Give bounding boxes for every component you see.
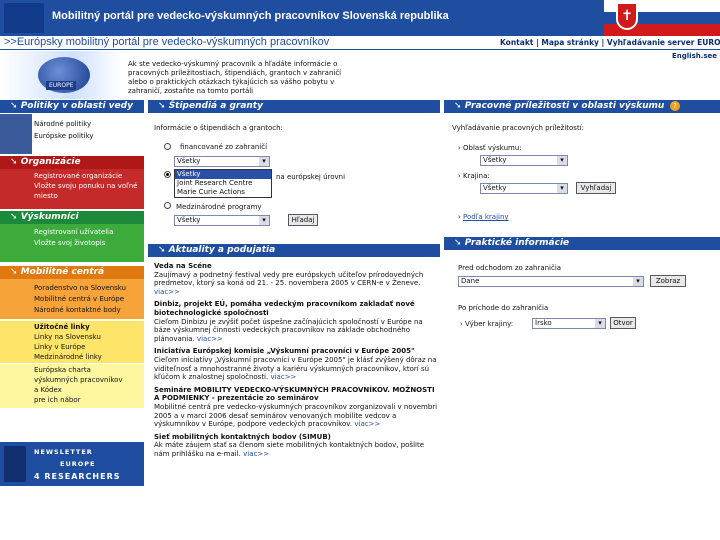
sidebar-item-links-slovakia[interactable]: Linky na Slovensku <box>34 333 101 341</box>
sidebar-item-charter[interactable]: Európska charta <box>34 366 91 374</box>
eu-portal-bar <box>0 36 720 50</box>
news-item: Veda na Scéne Zaujímavý a podnetný festival vedy pre európskych učiteľov prírodovedných predmetov, ktorý sa koná od 21. - 25. novembera 2005 v CERN-e v Ženeve. viac>> <box>154 262 424 296</box>
jobs-field-select[interactable]: Všetky ▾ <box>480 155 568 166</box>
sidebar-item-charter-3[interactable]: a Kódex <box>34 386 62 394</box>
jobs-search-button[interactable]: Vyhľadaj <box>576 182 616 194</box>
sidebar-header-policies[interactable]: ➘ Politiky v oblasti vedy <box>0 100 144 113</box>
english-link[interactable]: English.see <box>672 52 718 60</box>
sidebar-item-post-cv[interactable]: Vložte svoj životopis <box>34 239 106 247</box>
grants-search-button[interactable]: Hľadaj <box>288 214 318 226</box>
sidebar-item-national[interactable]: Národné politiky <box>34 120 92 128</box>
practical-show-button[interactable]: Zobraz <box>650 275 686 287</box>
news-item: Dinbiz, projekt EÚ, pomáha vedeckým pracovníkom zakladať nové biotechnologické spoločnosti Cieľom Dinbizu je zvýšiť počet úspešne začínajúcich spoločností v Európe na báze výskumnej činnosti vedeckých pracovníkov na základe obchodného plánovania. viac>> <box>154 300 423 343</box>
jobs-header: ➘ Pracovné príležitosti v oblasti výskumu <box>444 100 720 113</box>
jobs-country-select[interactable]: Všetky ▾ <box>480 183 568 194</box>
sidebar-item-post-offer[interactable]: Vložte svoju ponuku na voľné <box>34 182 138 190</box>
grants-radio-international[interactable] <box>164 202 171 209</box>
organizations-image <box>0 169 32 209</box>
jobs-label: Vyhľadávanie pracovných príležitostí: <box>452 124 585 132</box>
sidebar-header-organizations[interactable]: ➘ Organizácie <box>0 156 144 169</box>
europe-label: EUROPE <box>46 81 76 90</box>
grants-opt-international: Medzinárodné programy <box>176 203 262 211</box>
help-icon[interactable]: ? <box>670 101 680 111</box>
sidebar-header-mobility-centres[interactable]: ➘ Mobilitné centrá <box>0 266 144 279</box>
newsletter-europe: EUROPE <box>60 460 96 468</box>
newsletter-banner[interactable] <box>0 442 144 486</box>
page-title: Mobilitný portál pre vedecko-výskumných pracovníkov Slovenská republika <box>52 10 449 22</box>
header-bar <box>0 0 604 36</box>
news-list <box>154 262 440 462</box>
practical-country-label: › Výber krajiny: <box>460 320 514 328</box>
news-item: Sieť mobilitných kontaktných bodov (SIMUB) Ak máte záujem stať sa členom siete mobilitných kontaktných bodov, pošlite nám prihlášku na e-mail. viac>> <box>154 432 425 458</box>
dropdown-option[interactable]: Všetky <box>175 170 271 179</box>
banner <box>0 51 122 99</box>
sidebar-item-links-europe[interactable]: Linky v Európe <box>34 343 86 351</box>
top-links[interactable]: Kontakt | Mapa stránky | Vyhľadávanie server EURO <box>500 38 720 47</box>
sidebar-item-advice-slovakia[interactable]: Poradenstvo na Slovensku <box>34 284 127 292</box>
news-item: Iniciatíva Európskej komisie „Výskumní pracovníci v Európe 2005" Cieľom iniciatívy „Výskumní pracovníci v Európe 2005" je klásť zvýšený dôraz na viditeľnosť a mnohostranné životy a kariéru výskumných pracovníkov, ktorí sú kľúčom k znalostnej spoločnosti. viac>> <box>154 347 437 382</box>
practical-open-button[interactable]: Otvor <box>610 317 636 329</box>
newsletter-researchers: 4 RESEARCHERS <box>34 472 121 481</box>
sidebar-item-contact-points[interactable]: Národné kontaktné body <box>34 306 121 314</box>
sidebar-item-charter-4[interactable]: pre ich nábor <box>34 396 81 404</box>
sidebar-item-links-international[interactable]: Medzinárodné linky <box>34 353 102 361</box>
sidebar-item-registered-users[interactable]: Registrovaní užívatelia <box>34 228 114 236</box>
slovak-flag <box>604 0 720 36</box>
sidebar-item-centres-europe[interactable]: Mobilitné centrá v Európe <box>34 295 125 303</box>
news-item: Semináre MOBILITY VEDECKO-VÝSKUMNÝCH PRACOVNÍKOV. MOŽNOSTI A PODMIENKY - prezentácie zo seminárov Mobilitné centrá pre vedecko-výskumných pracovníkov zorganizovali v novembri 2005 a v marci 2006 desať seminárov venovaných mobilite vedcov a výskumníkov v Európe, podpore vedeckých pracovníkov. viac>> <box>154 385 438 429</box>
dropdown-option[interactable]: Marie Curie Actions <box>177 188 245 196</box>
sidebar-item-useful-links[interactable]: Užitočné linky <box>34 323 90 331</box>
practical-before-select[interactable]: Dane ▾ <box>458 276 644 287</box>
jobs-country-label: › Krajina: <box>458 172 490 180</box>
grants-header: ➘ Štipendiá a granty <box>148 100 440 113</box>
practical-country-select[interactable]: Írsko ▾ <box>532 318 606 329</box>
grants-opt-abroad: financované zo zahraničí <box>180 143 268 151</box>
policies-image <box>0 114 32 154</box>
eu-stars-logo <box>4 3 44 33</box>
sidebar-item-charter-2[interactable]: výskumných pracovníkov <box>34 376 123 384</box>
practical-header: ➘ Praktické informácie <box>444 237 720 250</box>
practical-after-label: Po príchode do zahraničia <box>458 304 549 312</box>
intro-text: Ak ste vedecko-výskumný pracovník a hľadáte informácie o pracovných príležitostiach, štipendiách, grantoch v zahraničí alebo o praktických otázkach týkajúcich sa vášho pobytu v zahraničí, zostaňte na tomto portáli <box>128 60 342 95</box>
grants-dropdown[interactable] <box>174 169 272 198</box>
grants-radio-european[interactable] <box>164 171 171 178</box>
news-header: ➘ Aktuality a podujatia <box>148 244 440 257</box>
grants-label: Informácie o štipendiách a grantoch: <box>154 124 283 132</box>
dropdown-option[interactable]: Joint Research Centre <box>177 179 253 187</box>
grants-radio-abroad[interactable] <box>164 143 171 150</box>
jobs-field-label: › Oblasť výskumu: <box>458 144 522 152</box>
sidebar-item-european[interactable]: Európske politiky <box>34 132 94 140</box>
sidebar-header-researchers[interactable]: ➘ Výskumníci <box>0 211 144 224</box>
eu-stars-icon <box>4 446 26 482</box>
sidebar-item-registered-orgs[interactable]: Registrované organizácie <box>34 172 123 180</box>
slovak-coat-of-arms-icon: ✝ <box>616 2 638 30</box>
jobs-by-country[interactable]: › Podľa krajiny <box>458 213 509 221</box>
grants-select[interactable]: Všetky ▾ <box>174 156 270 167</box>
grants-opt-european: na európskej úrovni <box>276 173 346 181</box>
newsletter-label: NEWSLETTER <box>34 448 93 456</box>
grants-select-2[interactable]: Všetky ▾ <box>174 215 270 226</box>
eu-portal-link[interactable]: >>Európsky mobilitný portál pre vedecko-výskumných pracovníkov <box>4 36 330 48</box>
sidebar-item-post-offer-2[interactable]: miesto <box>34 192 58 200</box>
practical-before-label: Pred odchodom zo zahraničia <box>458 264 562 272</box>
